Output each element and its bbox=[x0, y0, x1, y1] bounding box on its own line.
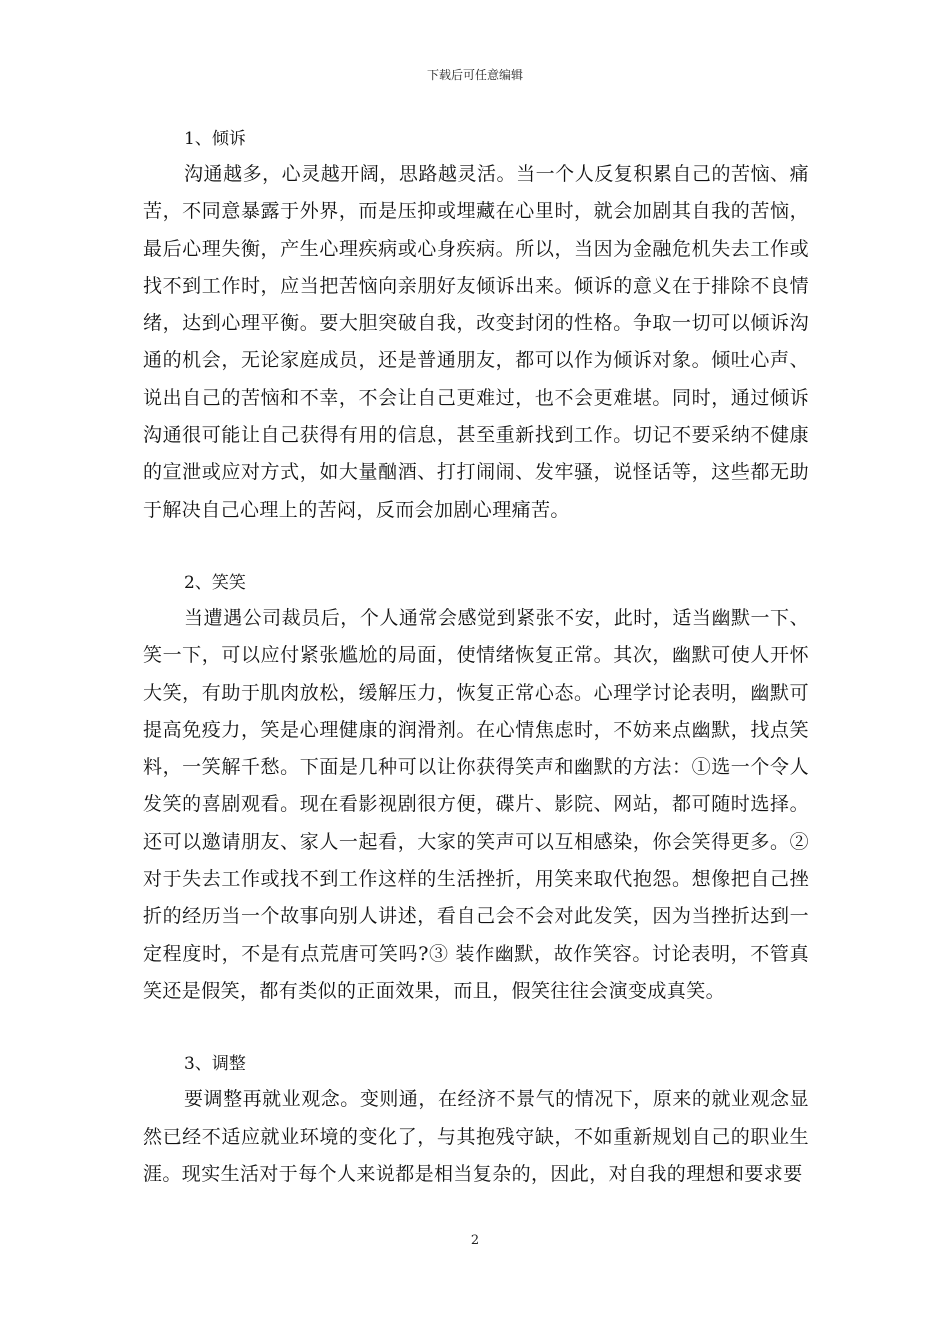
section-confide bbox=[143, 122, 809, 529]
page-number: 2 bbox=[470, 1233, 480, 1248]
document-body bbox=[143, 122, 809, 1193]
section-spacer bbox=[143, 529, 809, 566]
section-paragraph: 沟通越多，心灵越开阔，思路越灵活。当一个人反复积累自己的苦恼、痛苦，不同意暴露于外界，而是压抑或埋藏在心里时，就会加剧其自我的苦恼，最后心理失衡，产生心理疾病或心身疾病。所以，当因为金融危机失去工作或找不到工作时，应当把苦恼向亲朋好友倾诉出来。倾诉的意义在于排除不良情绪，达到心理平衡。要大胆突破自我，改变封闭的性格。争取一切可以倾诉沟通的机会，无论家庭成员，还是普通朋友，都可以作为倾诉对象。倾吐心声、说出自己的苦恼和不幸，不会让自己更难过，也不会更难堪。同时，通过倾诉沟通很可能让自己获得有用的信息，甚至重新找到工作。切记不要采纳不健康的宣泄或应对方式，如大量酗酒、打打闹闹、发牢骚，说怪话等，这些都无助于解决自己心理上的苦闷，反而会加剧心理痛苦。 bbox=[143, 163, 809, 521]
section-adjust bbox=[143, 1047, 809, 1193]
section-heading: 1、倾诉 bbox=[184, 129, 246, 149]
section-paragraph: 要调整再就业观念。变则通，在经济不景气的情况下，原来的就业观念显然已经不适应就业环境的变化了，与其抱残守缺，不如重新规划自己的职业生涯。现实生活对于每个人来说都是相当复杂的，因此，对自我的理想和要求要 bbox=[143, 1088, 809, 1185]
section-paragraph: 当遭遇公司裁员后，个人通常会感觉到紧张不安，此时，适当幽默一下、笑一下，可以应付紧张尴尬的局面，使情绪恢复正常。其次，幽默可使人开怀大笑，有助于肌肉放松，缓解压力，恢复正常心态。心理学讨论表明，幽默可提高免疫力，笑是心理健康的润滑剂。在心情焦虑时，不妨来点幽默，找点笑料，一笑解千愁。下面是几种可以让你获得笑声和幽默的方法：①选一个令人发笑的喜剧观看。现在看影视剧很方便，碟片、影院、网站，都可随时选择。还可以邀请朋友、家人一起看，大家的笑声可以互相感染，你会笑得更多。②对于失去工作或找不到工作这样的生活挫折，用笑来取代抱怨。想像把自己挫折的经历当一个故事向别人讲述，看自己会不会对此发笑，因为当挫折达到一定程度时，不是有点荒唐可笑吗?③ 装作幽默，故作笑容。讨论表明，不管真笑还是假笑，都有类似的正面效果，而且，假笑往往会演变成真笑。 bbox=[143, 606, 809, 1002]
section-heading: 3、调整 bbox=[184, 1054, 246, 1075]
section-heading: 2、笑笑 bbox=[184, 572, 246, 593]
section-laugh bbox=[143, 566, 809, 1010]
section-spacer bbox=[143, 1010, 809, 1047]
page-header: 下载后可任意编辑 bbox=[426, 68, 523, 82]
